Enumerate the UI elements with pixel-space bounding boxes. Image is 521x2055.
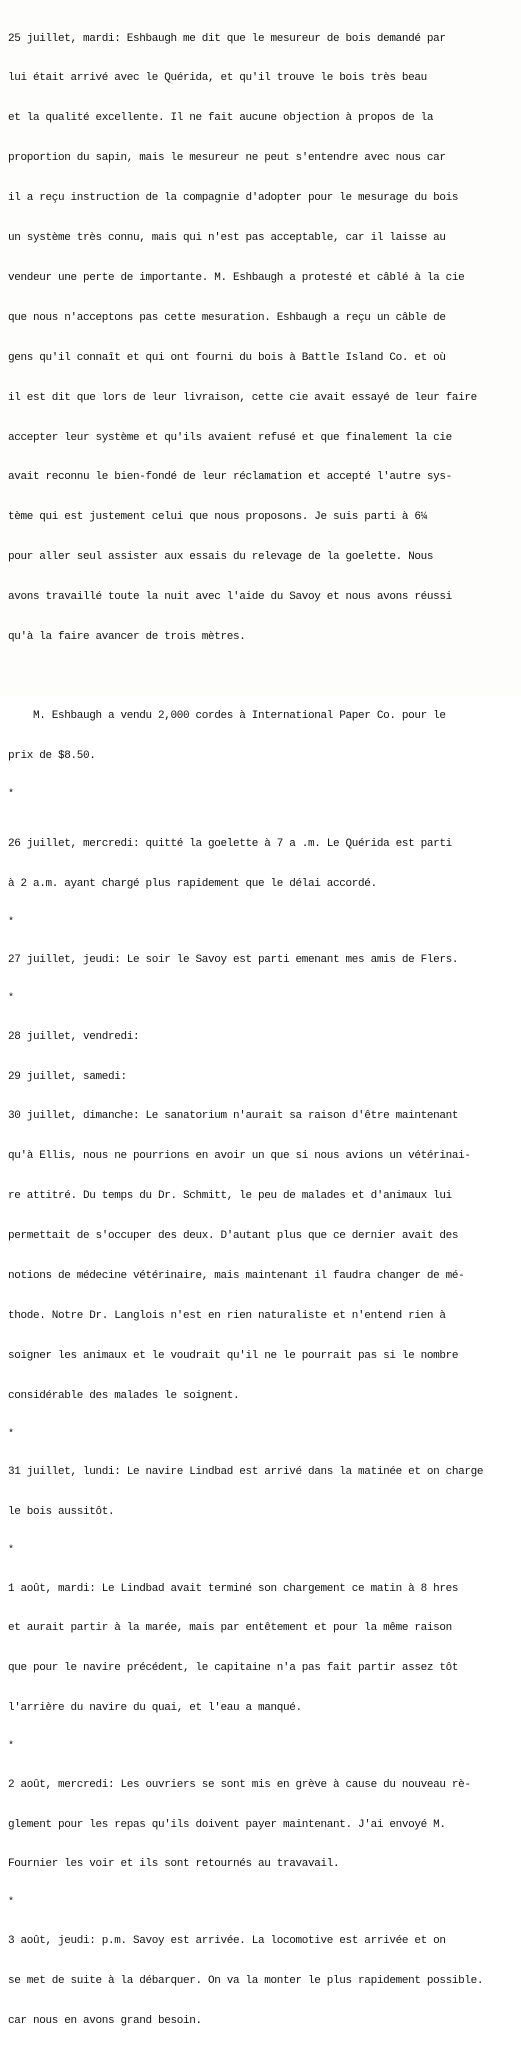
text-line: proportion du sapin, mais le mesureur ne peut s'entendre avec nous car bbox=[8, 152, 446, 165]
entry-26-juillet bbox=[8, 811, 518, 917]
text-line: 25 juillet, mardi: Eshbaugh me dit que le mesureur de bois demandé par bbox=[8, 32, 446, 45]
text-line: il est dit que lors de leur livraison, cette cie avait essayé de leur faire bbox=[8, 391, 477, 404]
text-line: 1 août, mardi: Le Lindbad avait terminé son chargement ce matin à 8 hres bbox=[8, 1582, 459, 1595]
entry-31-juillet bbox=[8, 1440, 518, 1546]
text-line: lui était arrivé avec le Quérida, et qu'il trouve le bois très beau bbox=[8, 72, 427, 85]
separator-mark: * bbox=[8, 1428, 14, 1440]
separator-mark: * bbox=[8, 1741, 14, 1753]
text-line: 28 juillet, vendredi: bbox=[8, 1030, 140, 1043]
separator-mark: * bbox=[8, 993, 14, 1005]
text-line: car nous en avons grand besoin. bbox=[8, 2014, 202, 2027]
text-line: qu'à la faire avancer de trois mètres. bbox=[8, 630, 246, 643]
text-line: qu'à Ellis, nous ne pourrions en avoir un que si nous avions un vétérinai- bbox=[8, 1150, 471, 1163]
entry-2-aout bbox=[8, 1752, 518, 1898]
text-line: 26 juillet, mercredi: quitté la goelette à 7 a .m. Le Quérida est parti bbox=[8, 837, 452, 850]
entry-1-aout bbox=[8, 1556, 518, 1742]
text-line: l'arrière du navire du quai, et l'eau a manqué. bbox=[8, 1702, 302, 1715]
separator-mark: * bbox=[8, 789, 14, 801]
text-line: vendeur une perte de importante. M. Eshbaugh a protesté et câblé à la cie bbox=[8, 271, 465, 284]
text-line: un système très connu, mais qui n'est pas acceptable, car il laisse au bbox=[8, 232, 446, 245]
entry-27-juillet bbox=[8, 928, 518, 994]
text-line: soigner les animaux et le voudrait qu'il ne le pourrait pas si le nombre bbox=[8, 1349, 459, 1362]
text-line: prix de $8.50. bbox=[8, 750, 96, 763]
text-line: se met de suite à la débarquer. On va la monter le plus rapidement possible. bbox=[8, 1974, 484, 1987]
text-line: pour aller seul assister aux essais du relevage de la goelette. Nous bbox=[8, 551, 434, 564]
entry-28-30-juillet bbox=[8, 1004, 518, 1430]
text-line: avait reconnu le bien-fondé de leur réclamation et accepté l'autre sys- bbox=[8, 471, 452, 484]
text-line: gens qu'il connaît et qui ont fourni du bois à Battle Island Co. et où bbox=[8, 351, 446, 364]
text-line: re attitré. Du temps du Dr. Schmitt, le peu de malades et d'animaux lui bbox=[8, 1190, 452, 1203]
text-line: 30 juillet, dimanche: Le sanatorium n'aurait sa raison d'être maintenant bbox=[8, 1110, 459, 1123]
text-line: Fournier les voir et ils sont retournés au travavail. bbox=[8, 1858, 340, 1871]
journal-text bbox=[8, 6, 518, 2055]
text-line: et aurait partir à la marée, mais par entêtement et pour la même raison bbox=[8, 1622, 452, 1635]
text-line: et la qualité excellente. Il ne fait aucune objection à propos de la bbox=[8, 112, 434, 125]
text-line: que pour le navire précédent, le capitaine n'a pas fait partir assez tôt bbox=[8, 1662, 459, 1675]
text-line: considérable des malades le soignent. bbox=[8, 1389, 240, 1402]
text-line: glement pour les repas qu'ils doivent payer maintenant. J'ai envoyé M. bbox=[8, 1818, 446, 1831]
text-line: 29 juillet, samedi: bbox=[8, 1070, 127, 1083]
text-line: M. Eshbaugh a vendu 2,000 cordes à International Paper Co. pour le bbox=[8, 710, 446, 723]
separator-mark: * bbox=[8, 916, 14, 928]
text-line: notions de médecine vétérinaire, mais maintenant il faudra changer de mé- bbox=[8, 1270, 465, 1283]
text-line: 2 août, mercredi: Les ouvriers se sont mis en grève à cause du nouveau rè- bbox=[8, 1778, 471, 1791]
text-line: 3 août, jeudi: p.m. Savoy est arrivée. La locomotive est arrivée et on bbox=[8, 1934, 446, 1947]
text-line: il a reçu instruction de la compagnie d'adopter pour le mesurage du bois bbox=[8, 192, 459, 205]
text-line: que nous n'acceptons pas cette mesuration. Eshbaugh a reçu un câble de bbox=[8, 311, 446, 324]
text-line: le bois aussitôt. bbox=[8, 1506, 115, 1519]
text-line: tème qui est justement celui que nous proposons. Je suis parti à 6¼ bbox=[8, 511, 427, 524]
separator-mark: * bbox=[8, 1544, 14, 1556]
text-line: 27 juillet, jeudi: Le soir le Savoy est parti emenant mes amis de Flers. bbox=[8, 954, 459, 967]
text-line: avons travaillé toute la nuit avec l'aide du Savoy et nous avons réussi bbox=[8, 591, 452, 604]
entry-eshbaugh-sale bbox=[8, 684, 518, 790]
text-line: à 2 a.m. ayant chargé plus rapidement que le délai accordé. bbox=[8, 877, 377, 890]
text-line: permettait de s'occuper des deux. D'autant plus que ce dernier avait des bbox=[8, 1230, 459, 1243]
entry-25-juillet bbox=[8, 6, 518, 671]
text-line: accepter leur système et qu'ils avaient refusé et que finalement la cie bbox=[8, 431, 452, 444]
text-line: thode. Notre Dr. Langlois n'est en rien naturaliste et n'entend rien à bbox=[8, 1309, 446, 1322]
entry-3-aout bbox=[8, 1908, 518, 2054]
text-line: 31 juillet, lundi: Le navire Lindbad est arrivé dans la matinée et on charge bbox=[8, 1466, 484, 1479]
separator-mark: * bbox=[8, 1897, 14, 1909]
